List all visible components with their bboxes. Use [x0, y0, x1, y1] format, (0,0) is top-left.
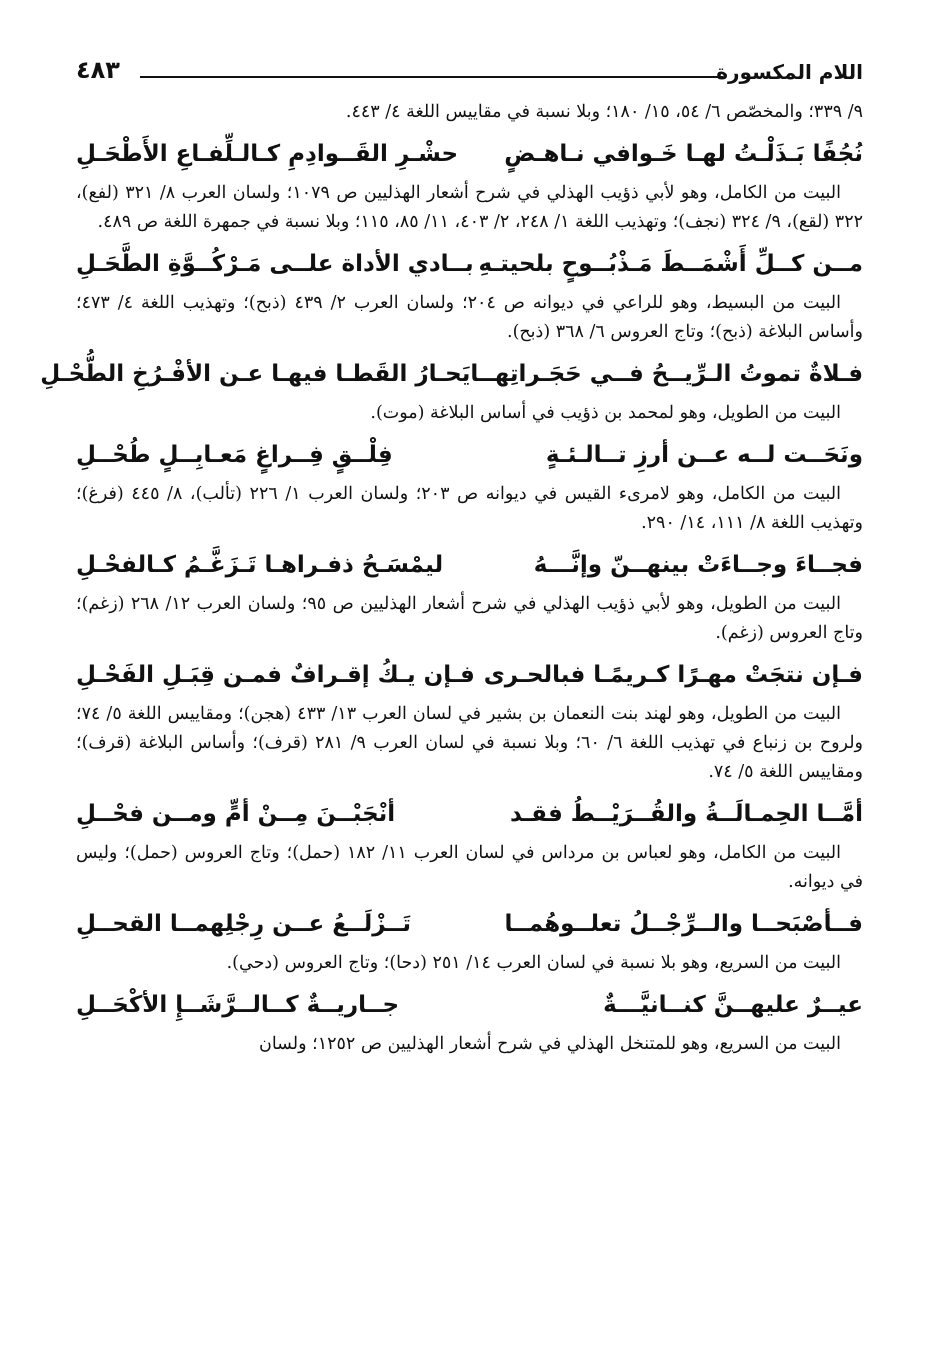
verse-hemistich-first: نُجُفًا بَـذَلْـتُ لهـا خَـوافي نـاهـضٍ	[504, 141, 863, 167]
verse-hemistich-second: جــاريــةٌ كــالــرَّشَــإِ الأكْحَــلِ	[76, 992, 400, 1018]
page-header	[76, 52, 863, 92]
verse-1	[76, 131, 863, 177]
verse-note: البيت من الكامل، وهو لامرىء القيس في ديوانه ص ٢٠٣؛ ولسان العرب ١/ ٢٢٦ (تألب)، ٨/ ٤٤٥ (فرغ)؛ وتهذيب اللغة ٨/ ١١١، ١٤/ ٢٩٠.	[76, 484, 863, 533]
page-content	[40, 98, 863, 1059]
verse-note: البيت من الكامل، وهو لأبي ذؤيب الهذلي في شرح أشعار الهذليين ص ١٠٧٩؛ ولسان العرب ٨/ ٣٢١ (لفع)، ٣٢٢ (لقع)، ٩/ ٣٢٤ (نجف)؛ وتهذيب اللغة ١/ ٢٤٨، ٢/ ٤٠٣، ١١/ ٨٥، ١١٥؛ وبلا نسبة في جمهرة اللغة ص ٤٨٩.	[76, 183, 863, 232]
verse-hemistich-first: عيــرٌ عليهــنَّ كنــانيَّـــةٌ	[603, 992, 863, 1018]
verse-5	[76, 542, 863, 588]
verse-7	[76, 791, 863, 837]
verse-2	[76, 241, 863, 287]
verse-note: البيت من الكامل، وهو لعباس بن مرداس في لسان العرب ١١/ ١٨٢ (حمل)؛ وتاج العروس (حمل)؛ وليس في ديوانه.	[76, 843, 863, 892]
verse-hemistich-second: بــادي الأداة علــى مَـرْكُــوَّةِ الطَّحَـلِ	[76, 251, 474, 277]
verse-hemistich-first: مــن كــلِّ أَشْمَــطَ مَـذْبُــوحٍ بلحيتـهِ	[478, 251, 863, 277]
verse-note: البيت من الطويل، وهو لهند بنت النعمان بن بشير في لسان العرب ١٣/ ٤٣٣ (هجن)؛ ومقاييس اللغة ٥/ ٧٤؛ ولروح بن زنباع في تهذيب اللغة ٦/ ٦٠؛ وبلا نسبة في لسان العرب ٩/ ٢٨١ (قرف)؛ وأساس البلاغة (قرف)؛ ومقاييس اللغة ٥/ ٧٤.	[76, 704, 863, 782]
verse-8	[76, 901, 863, 947]
verse-note: البيت من السريع، وهو بلا نسبة في لسان العرب ١٤/ ٢٥١ (دحا)؛ وتاج العروس (دحي).	[226, 953, 841, 973]
page-number: ٤٨٣	[76, 56, 120, 84]
verse-note: البيت من البسيط، وهو للراعي في ديوانه ص ٢٠٤؛ ولسان العرب ٢/ ٤٣٩ (ذبح)؛ وتهذيب اللغة ٤/ ٤٧٣؛ وأساس البلاغة (ذبح)؛ وتاج العروس ٦/ ٣٦٨ (ذبح).	[76, 293, 863, 342]
verse-hemistich-first: فــأصْبَحــا والــرِّجْــلُ تعلــوهُمــا	[504, 911, 863, 937]
verse-hemistich-second: ليمْسَـحُ ذفـراهـا تَـزَغَّـمُ كـالفحْـلِ	[76, 552, 444, 578]
verse-3	[40, 351, 863, 397]
verse-note: البيت من الطويل، وهو لمحمد بن ذؤيب في أساس البلاغة (موت).	[370, 403, 841, 423]
verse-hemistich-first: فجــاءَ وجــاءَتْ بينهــنّ وإنَّـــهُ	[533, 552, 863, 578]
verse-9	[76, 982, 863, 1028]
verse-note: البيت من الطويل، وهو لأبي ذؤيب الهذلي في شرح أشعار الهذليين ص ٩٥؛ ولسان العرب ١٢/ ٢٦٨ (زغم)؛ وتاج العروس (زغم).	[76, 594, 863, 643]
verse-hemistich-second: فـإن يـكُ إقـرافٌ فمـن قِبَـلِ الفَحْـلِ	[76, 662, 475, 688]
verse-hemistich-first: فـإن نتجَتْ مهـرًا كـريمًـا فبالحـرى	[483, 662, 863, 688]
verse-hemistich-second: حشْـرِ القَــوادِمِ كـالـلِّفـاعِ الأَطْحَـلِ	[76, 141, 459, 167]
verse-hemistich-second: فِلْــقٍ فِــراغٍ مَعـابِــلٍ طُحْــلِ	[76, 442, 393, 468]
verse-6	[76, 652, 863, 698]
verse-hemistich-second: أنْجَبْــنَ مِــنْ أمٍّ ومــن فحْــلِ	[76, 801, 396, 827]
header-rule	[140, 76, 723, 78]
lead-note: ٩/ ٣٣٩؛ والمخصّص ٦/ ٥٤، ١٥/ ١٨٠؛ وبلا نسبة في مقاييس اللغة ٤/ ٤٤٣.	[345, 102, 863, 122]
verse-note: البيت من السريع، وهو للمتنخل الهذلي في شرح أشعار الهذليين ص ١٢٥٢؛ ولسان	[258, 1034, 841, 1054]
verse-hemistich-first: أمَّــا الحِمـالَــةُ والقُــرَيْــطُ فقـد	[510, 801, 863, 827]
verse-hemistich-second: يَحـارُ القَطـا فيهـا عـن الأفْـرُخِ الطُّحْـلِ	[40, 361, 471, 387]
verse-4	[76, 432, 863, 478]
verse-hemistich-first: ونَحَــت لــه عــن أرزِ تــالـئـةٍ	[545, 442, 863, 468]
running-title: اللام المكسورة	[716, 60, 863, 84]
verse-hemistich-second: تَــزْلَــعُ عــن رِجْلِهمــا القحــلِ	[76, 911, 411, 937]
verse-hemistich-first: فـلاةٌ تموتُ الـرِّيــحُ فــي حَجَـراتِهــا	[470, 361, 863, 387]
